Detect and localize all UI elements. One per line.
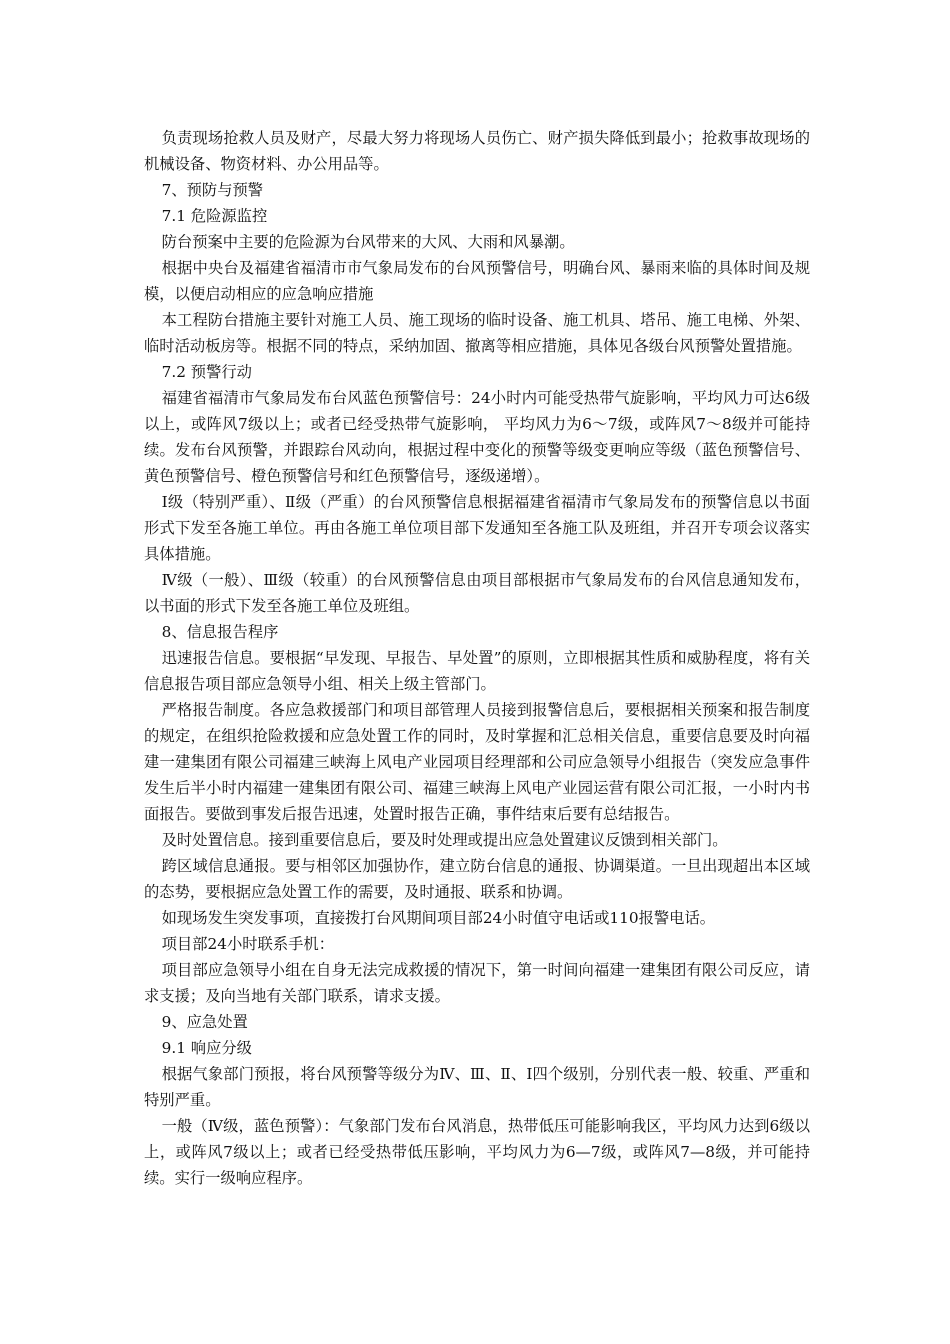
paragraph-blue-warning: 福建省福清市气象局发布台风蓝色预警信号：24小时内可能受热带气旋影响，平均风力可达6级以上，或阵风7级以上；或者已经受热带气旋影响， 平均风力为6～7级，或阵风7～8级并可能持续。发布台风预警，并跟踪台风动向，根据过程中变化的预警等级变更响应等级（蓝色预警信号、黄色预警信号、橙色预警信号和红色预警信号，逐级递增）。 xyxy=(144,389,810,485)
paragraph-warning-signals: 根据中央台及福建省福清市市气象局发布的台风预警信号，明确台风、暴雨来临的具体时间及规模，以便启动相应的应急响应措施 xyxy=(144,259,810,303)
subsection-heading-response-levels: 9.1 响应分级 xyxy=(161,1039,252,1057)
section-heading-emergency-response: 9、应急处置 xyxy=(161,1013,248,1031)
paragraph-level-1-2-warning: Ⅰ级（特别严重）、Ⅱ级（严重）的台风预警信息根据福建省福清市气象局发布的预警信息以书面形式下发至各施工单位。再由各施工单位项目部下发通知至各施工队及班组，并召开专项会议落实具体措施。 xyxy=(144,493,810,563)
paragraph-typhoon-measures: 本工程防台措施主要针对施工人员、施工现场的临时设备、施工机具、塔吊、施工电梯、外架、临时活动板房等。根据不同的特点，采纳加固、撤离等相应措施，具体见各级台风预警处置措施。 xyxy=(144,311,810,355)
document-body xyxy=(144,125,810,1191)
paragraph-level-4-blue: 一般（Ⅳ级，蓝色预警）：气象部门发布台风消息，热带低压可能影响我区，平均风力达到6级以上，或阵风7级以上；或者已经受热带低压影响，平均风力为6—7级，或阵风7—8级，并可能持续。实行一级响应程序。 xyxy=(144,1117,810,1187)
paragraph-level-3-4-warning: Ⅳ级（一般）、Ⅲ级（较重）的台风预警信息由项目部根据市气象局发布的台风信息通知发布，以书面的形式下发至各施工单位及班组。 xyxy=(144,571,810,615)
subsection-heading-warning-action: 7.2 预警行动 xyxy=(161,363,252,381)
section-heading-prevention-warning: 7、预防与预警 xyxy=(161,181,264,199)
paragraph-request-support: 项目部应急领导小组在自身无法完成救援的情况下，第一时间向福建一建集团有限公司反应，请求支援；及向当地有关部门联系，请求支援。 xyxy=(144,961,810,1005)
paragraph-rapid-reporting: 迅速报告信息。要根据“早发现、早报告、早处置”的原则，立即根据其性质和威胁程度，将有关信息报告项目部应急领导小组、相关上级主管部门。 xyxy=(144,649,810,693)
paragraph-emergency-call: 如现场发生突发事项，直接拨打台风期间项目部24小时值守电话或110报警电话。 xyxy=(161,909,716,927)
paragraph-timely-handling: 及时处置信息。接到重要信息后，要及时处理或提出应急处置建议反馈到相关部门。 xyxy=(161,831,728,849)
subsection-heading-hazard-monitoring: 7.1 危险源监控 xyxy=(161,207,268,225)
paragraph-hazard-sources: 防台预案中主要的危险源为台风带来的大风、大雨和风暴潮。 xyxy=(161,233,575,251)
paragraph-24h-contact: 项目部24小时联系手机： xyxy=(161,935,335,953)
paragraph-cross-region-notice: 跨区域信息通报。要与相邻区加强协作，建立防台信息的通报、协调渠道。一旦出现超出本区域的态势，要根据应急处置工作的需要，及时通报、联系和协调。 xyxy=(144,857,810,901)
section-heading-info-reporting: 8、信息报告程序 xyxy=(161,623,279,641)
paragraph-level-classification: 根据气象部门预报，将台风预警等级分为Ⅳ、Ⅲ、Ⅱ、Ⅰ四个级别，分别代表一般、较重、严重和特别严重。 xyxy=(144,1065,810,1109)
paragraph-rescue-duties: 负责现场抢救人员及财产，尽最大努力将现场人员伤亡、财产损失降低到最小；抢救事故现场的机械设备、物资材料、办公用品等。 xyxy=(144,129,810,173)
paragraph-strict-reporting: 严格报告制度。各应急救援部门和项目部管理人员接到报警信息后，要根据相关预案和报告制度的规定，在组织抢险救援和应急处置工作的同时，及时掌握和汇总相关信息，重要信息要及时向福建一建集团有限公司福建三峡海上风电产业园项目经理部和公司应急领导小组报告（突发应急事件发生后半小时内福建一建集团有限公司、福建三峡海上风电产业园运营有限公司汇报，一小时内书面报告。要做到事发后报告迅速，处置时报告正确，事件结束后要有总结报告。 xyxy=(144,701,810,823)
